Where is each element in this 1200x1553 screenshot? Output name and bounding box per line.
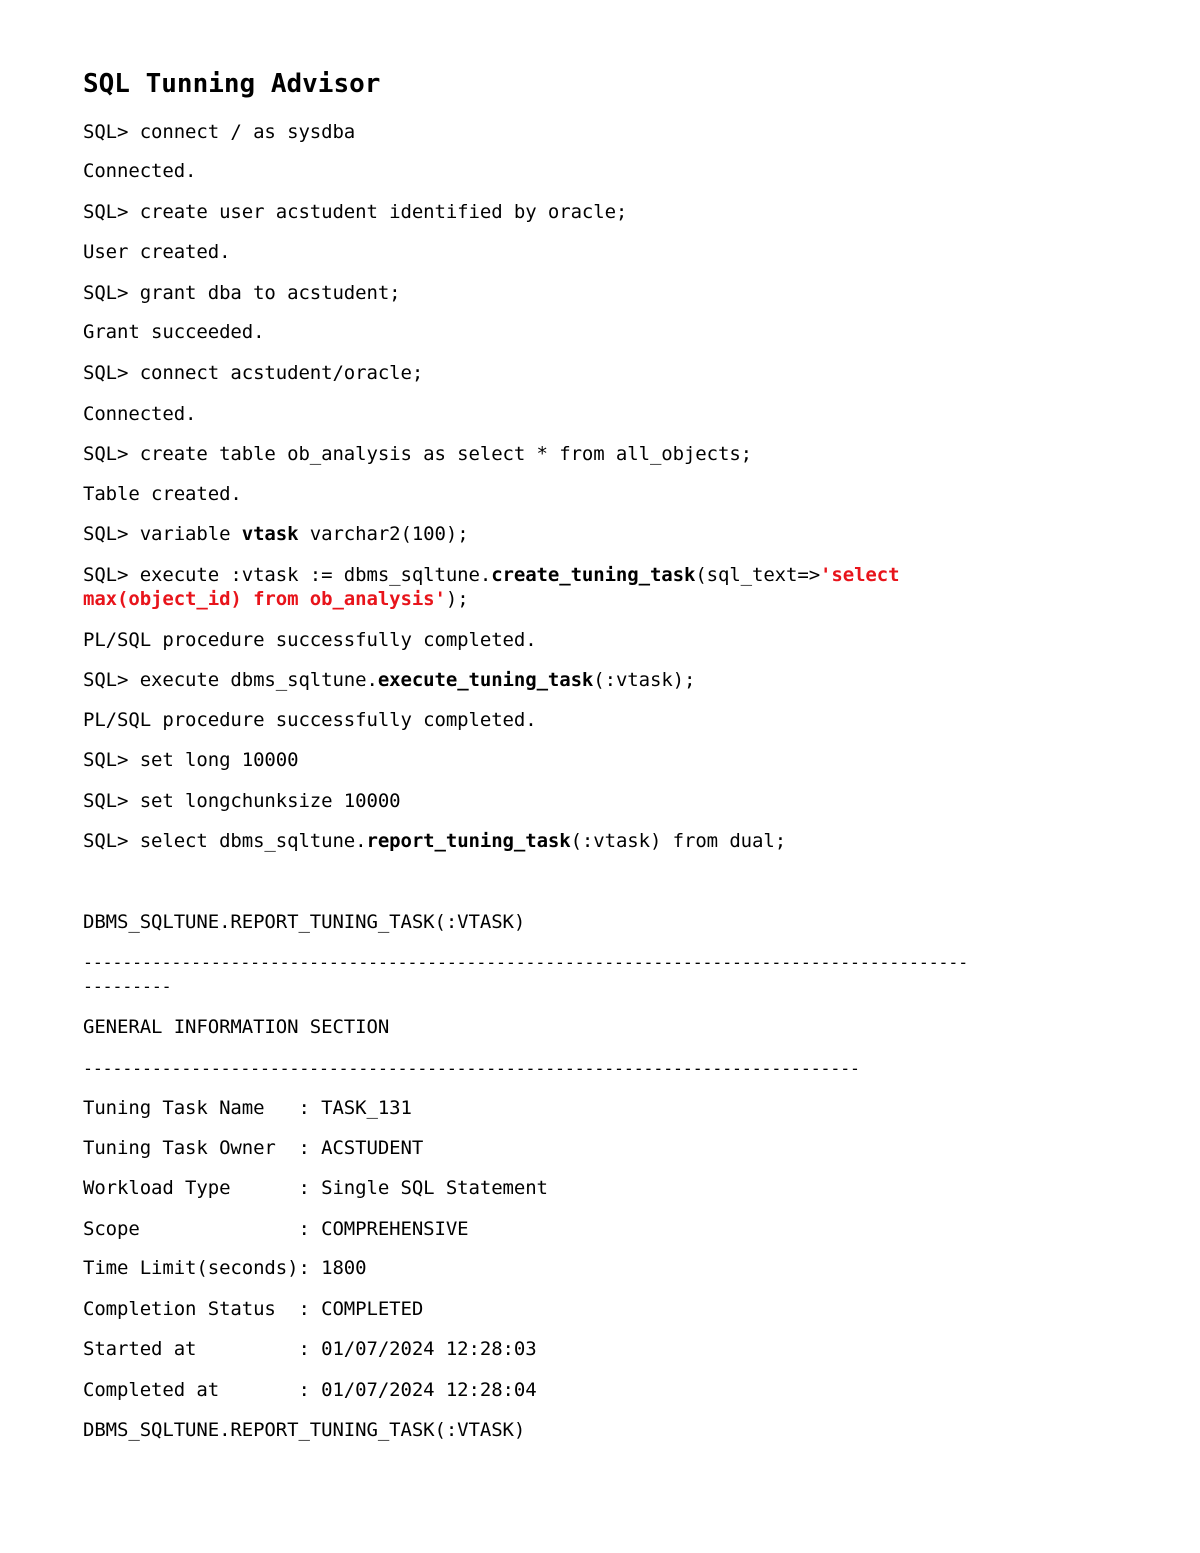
- report-row-task-owner: Tuning Task Owner : ACSTUDENT: [83, 1137, 424, 1159]
- session-line-set-longchunksize: SQL> set longchunksize 10000: [83, 790, 401, 812]
- session-line-report-tuning-task: [83, 829, 786, 853]
- report-row-scope: Scope : COMPREHENSIVE: [83, 1218, 469, 1240]
- session-line-grant-dba: SQL> grant dba to acstudent;: [83, 282, 401, 304]
- text-segment: SQL> execute :vtask := dbms_sqltune.: [83, 564, 492, 586]
- text-segment: (sql_text=>: [695, 564, 821, 586]
- section-title: GENERAL INFORMATION SECTION: [83, 1016, 390, 1038]
- session-line-connect-sysdba: SQL> connect / as sysdba: [83, 121, 356, 143]
- report-row-completion-status: Completion Status : COMPLETED: [83, 1298, 424, 1320]
- text-segment: SQL> execute dbms_sqltune.: [83, 669, 378, 691]
- report-header: DBMS_SQLTUNE.REPORT_TUNING_TASK(:VTASK): [83, 911, 526, 933]
- session-line-create-tuning-task-cont: [83, 587, 469, 611]
- text-segment: );: [445, 588, 469, 610]
- section-divider: -------------------------------------------------------------------------------: [83, 1059, 860, 1078]
- text-segment: varchar2(100);: [298, 523, 469, 545]
- highlighted-sql-text: max(object_id) from ob_analysis': [83, 588, 446, 610]
- session-line-connected: Connected.: [83, 160, 197, 182]
- session-line-variable: [83, 522, 469, 546]
- session-line-create-tuning-task: [83, 563, 899, 587]
- session-line-create-user: SQL> create user acstudent identified by oracle;: [83, 201, 628, 223]
- text-segment: (:vtask) from dual;: [570, 830, 787, 852]
- session-line-connected-2: Connected.: [83, 403, 197, 425]
- bold-segment: execute_tuning_task: [377, 669, 594, 691]
- highlighted-sql-text: 'select: [820, 564, 900, 586]
- report-divider: ------------------------------------------------------------------------------------------: [83, 953, 969, 972]
- session-line-plsql-completed: PL/SQL procedure successfully completed.: [83, 629, 537, 651]
- session-line-table-created: Table created.: [83, 483, 242, 505]
- bold-segment: vtask: [241, 523, 299, 545]
- session-line-execute-tuning-task: [83, 668, 695, 692]
- report-row-time-limit: Time Limit(seconds): 1800: [83, 1257, 367, 1279]
- session-line-create-table: SQL> create table ob_analysis as select * from all_objects;: [83, 443, 752, 465]
- report-row-completed-at: Completed at : 01/07/2024 12:28:04: [83, 1379, 537, 1401]
- report-row-task-name: Tuning Task Name : TASK_131: [83, 1097, 412, 1119]
- bold-segment: create_tuning_task: [491, 564, 696, 586]
- text-segment: SQL> select dbms_sqltune.: [83, 830, 367, 852]
- session-line-connect-acstudent: SQL> connect acstudent/oracle;: [83, 362, 424, 384]
- text-segment: (:vtask);: [593, 669, 696, 691]
- report-row-started-at: Started at : 01/07/2024 12:28:03: [83, 1338, 537, 1360]
- bold-segment: report_tuning_task: [366, 830, 571, 852]
- session-line-set-long: SQL> set long 10000: [83, 749, 299, 771]
- session-line-user-created: User created.: [83, 241, 231, 263]
- text-segment: SQL> variable: [83, 523, 242, 545]
- report-footer: DBMS_SQLTUNE.REPORT_TUNING_TASK(:VTASK): [83, 1419, 526, 1441]
- session-line-grant-succeeded: Grant succeeded.: [83, 321, 265, 343]
- report-row-workload-type: Workload Type : Single SQL Statement: [83, 1177, 548, 1199]
- report-divider-cont: ---------: [83, 977, 172, 996]
- page-title: SQL Tunning Advisor: [83, 69, 381, 99]
- session-line-plsql-completed-2: PL/SQL procedure successfully completed.: [83, 709, 537, 731]
